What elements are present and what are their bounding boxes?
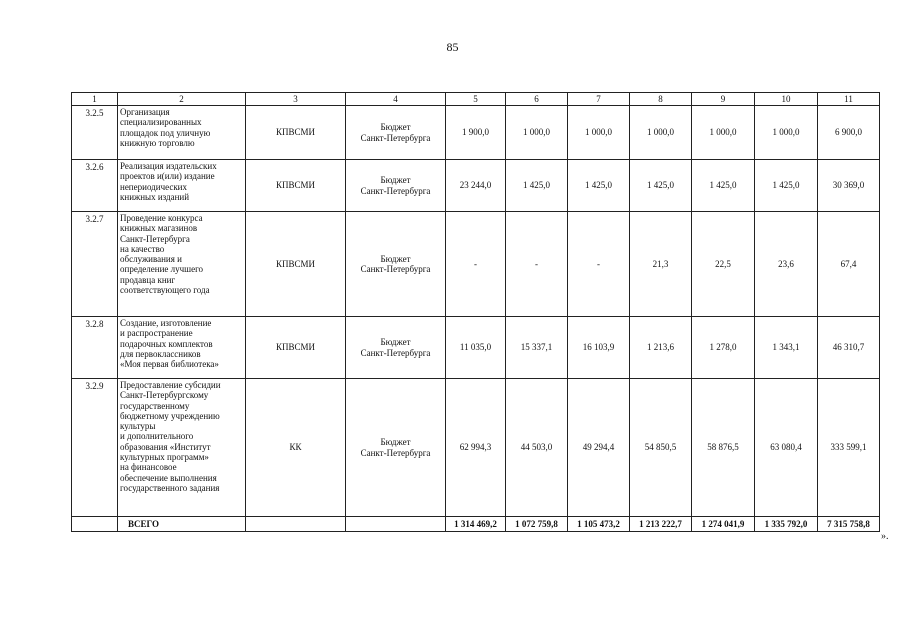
table-row (72, 212, 880, 317)
column-number: 2 (118, 93, 246, 106)
amount-cell: 22,5 (692, 212, 755, 317)
column-number: 10 (755, 93, 818, 106)
amount-cell: 1 000,0 (506, 106, 568, 160)
amount-cell: 23 244,0 (446, 160, 506, 212)
funding-source: Бюджет Санкт-Петербурга (346, 106, 446, 160)
page-number: 85 (446, 40, 459, 54)
amount-cell: 1 425,0 (630, 160, 692, 212)
total-row (72, 517, 880, 532)
amount-cell: 1 425,0 (755, 160, 818, 212)
total-amount: 1 335 792,0 (755, 517, 818, 532)
item-name: Создание, изготовление и распространение подарочных комплектов для первоклассников «Моя первая библиотека» (118, 317, 246, 379)
column-number: 3 (246, 93, 346, 106)
amount-cell: 23,6 (755, 212, 818, 317)
item-number: 3.2.6 (72, 160, 118, 212)
amount-cell: 1 900,0 (446, 106, 506, 160)
column-number: 9 (692, 93, 755, 106)
amount-cell: - (446, 212, 506, 317)
total-amount: 1 105 473,2 (568, 517, 630, 532)
executor: КПВСМИ (246, 160, 346, 212)
total-amount: 1 072 759,8 (506, 517, 568, 532)
executor: КК (246, 379, 346, 517)
column-number: 7 (568, 93, 630, 106)
executor: КПВСМИ (246, 317, 346, 379)
total-label: ВСЕГО (118, 517, 246, 532)
table-row (72, 106, 880, 160)
amount-cell: 1 278,0 (692, 317, 755, 379)
item-number: 3.2.5 (72, 106, 118, 160)
item-name: Организация специализированных площадок под уличную книжную торговлю (118, 106, 246, 160)
amount-cell: - (568, 212, 630, 317)
amount-cell: 21,3 (630, 212, 692, 317)
table-row (72, 317, 880, 379)
amount-cell: 1 000,0 (692, 106, 755, 160)
amount-cell: 11 035,0 (446, 317, 506, 379)
item-name: Проведение конкурса книжных магазинов Санкт-Петербурга на качество обслуживания и определение лучшего продавца книг соответствующего года (118, 212, 246, 317)
column-number: 8 (630, 93, 692, 106)
amount-cell: 44 503,0 (506, 379, 568, 517)
executor: КПВСМИ (246, 106, 346, 160)
amount-cell: 62 994,3 (446, 379, 506, 517)
item-name: Реализация издательских проектов и(или) издание непериодических книжных изданий (118, 160, 246, 212)
amount-cell: 1 000,0 (630, 106, 692, 160)
amount-cell: - (506, 212, 568, 317)
total-amount: 7 315 758,8 (818, 517, 880, 532)
amount-cell: 333 599,1 (818, 379, 880, 517)
column-number: 11 (818, 93, 880, 106)
amount-cell: 30 369,0 (818, 160, 880, 212)
funding-source: Бюджет Санкт-Петербурга (346, 212, 446, 317)
total-source-cell (346, 517, 446, 532)
item-number: 3.2.9 (72, 379, 118, 517)
item-number: 3.2.8 (72, 317, 118, 379)
amount-cell: 58 876,5 (692, 379, 755, 517)
amount-cell: 46 310,7 (818, 317, 880, 379)
funding-source: Бюджет Санкт-Петербурга (346, 160, 446, 212)
funding-source: Бюджет Санкт-Петербурга (346, 379, 446, 517)
table-body (72, 93, 880, 532)
amount-cell: 1 425,0 (506, 160, 568, 212)
amount-cell: 16 103,9 (568, 317, 630, 379)
column-number: 5 (446, 93, 506, 106)
executor: КПВСМИ (246, 212, 346, 317)
amount-cell: 1 343,1 (755, 317, 818, 379)
amount-cell: 1 425,0 (568, 160, 630, 212)
total-executor-cell (246, 517, 346, 532)
amount-cell: 1 000,0 (755, 106, 818, 160)
budget-table (71, 92, 880, 532)
funding-source: Бюджет Санкт-Петербурга (346, 317, 446, 379)
amount-cell: 1 425,0 (692, 160, 755, 212)
closing-quote-mark: ». (881, 531, 889, 542)
amount-cell: 54 850,5 (630, 379, 692, 517)
amount-cell: 15 337,1 (506, 317, 568, 379)
total-amount: 1 213 222,7 (630, 517, 692, 532)
item-name: Предоставление субсидии Санкт-Петербургскому государственному бюджетному учреждению культуры и дополнительного образования «Институт культурных программ» на финансовое обеспечение выполнения государственного задания (118, 379, 246, 517)
amount-cell: 63 080,4 (755, 379, 818, 517)
table-row (72, 379, 880, 517)
amount-cell: 1 000,0 (568, 106, 630, 160)
total-amount: 1 274 041,9 (692, 517, 755, 532)
total-amount: 1 314 469,2 (446, 517, 506, 532)
column-number: 1 (72, 93, 118, 106)
column-number: 4 (346, 93, 446, 106)
amount-cell: 49 294,4 (568, 379, 630, 517)
amount-cell: 6 900,0 (818, 106, 880, 160)
amount-cell: 1 213,6 (630, 317, 692, 379)
column-number-row (72, 93, 880, 106)
total-number-cell (72, 517, 118, 532)
amount-cell: 67,4 (818, 212, 880, 317)
column-number: 6 (506, 93, 568, 106)
table-row (72, 160, 880, 212)
item-number: 3.2.7 (72, 212, 118, 317)
